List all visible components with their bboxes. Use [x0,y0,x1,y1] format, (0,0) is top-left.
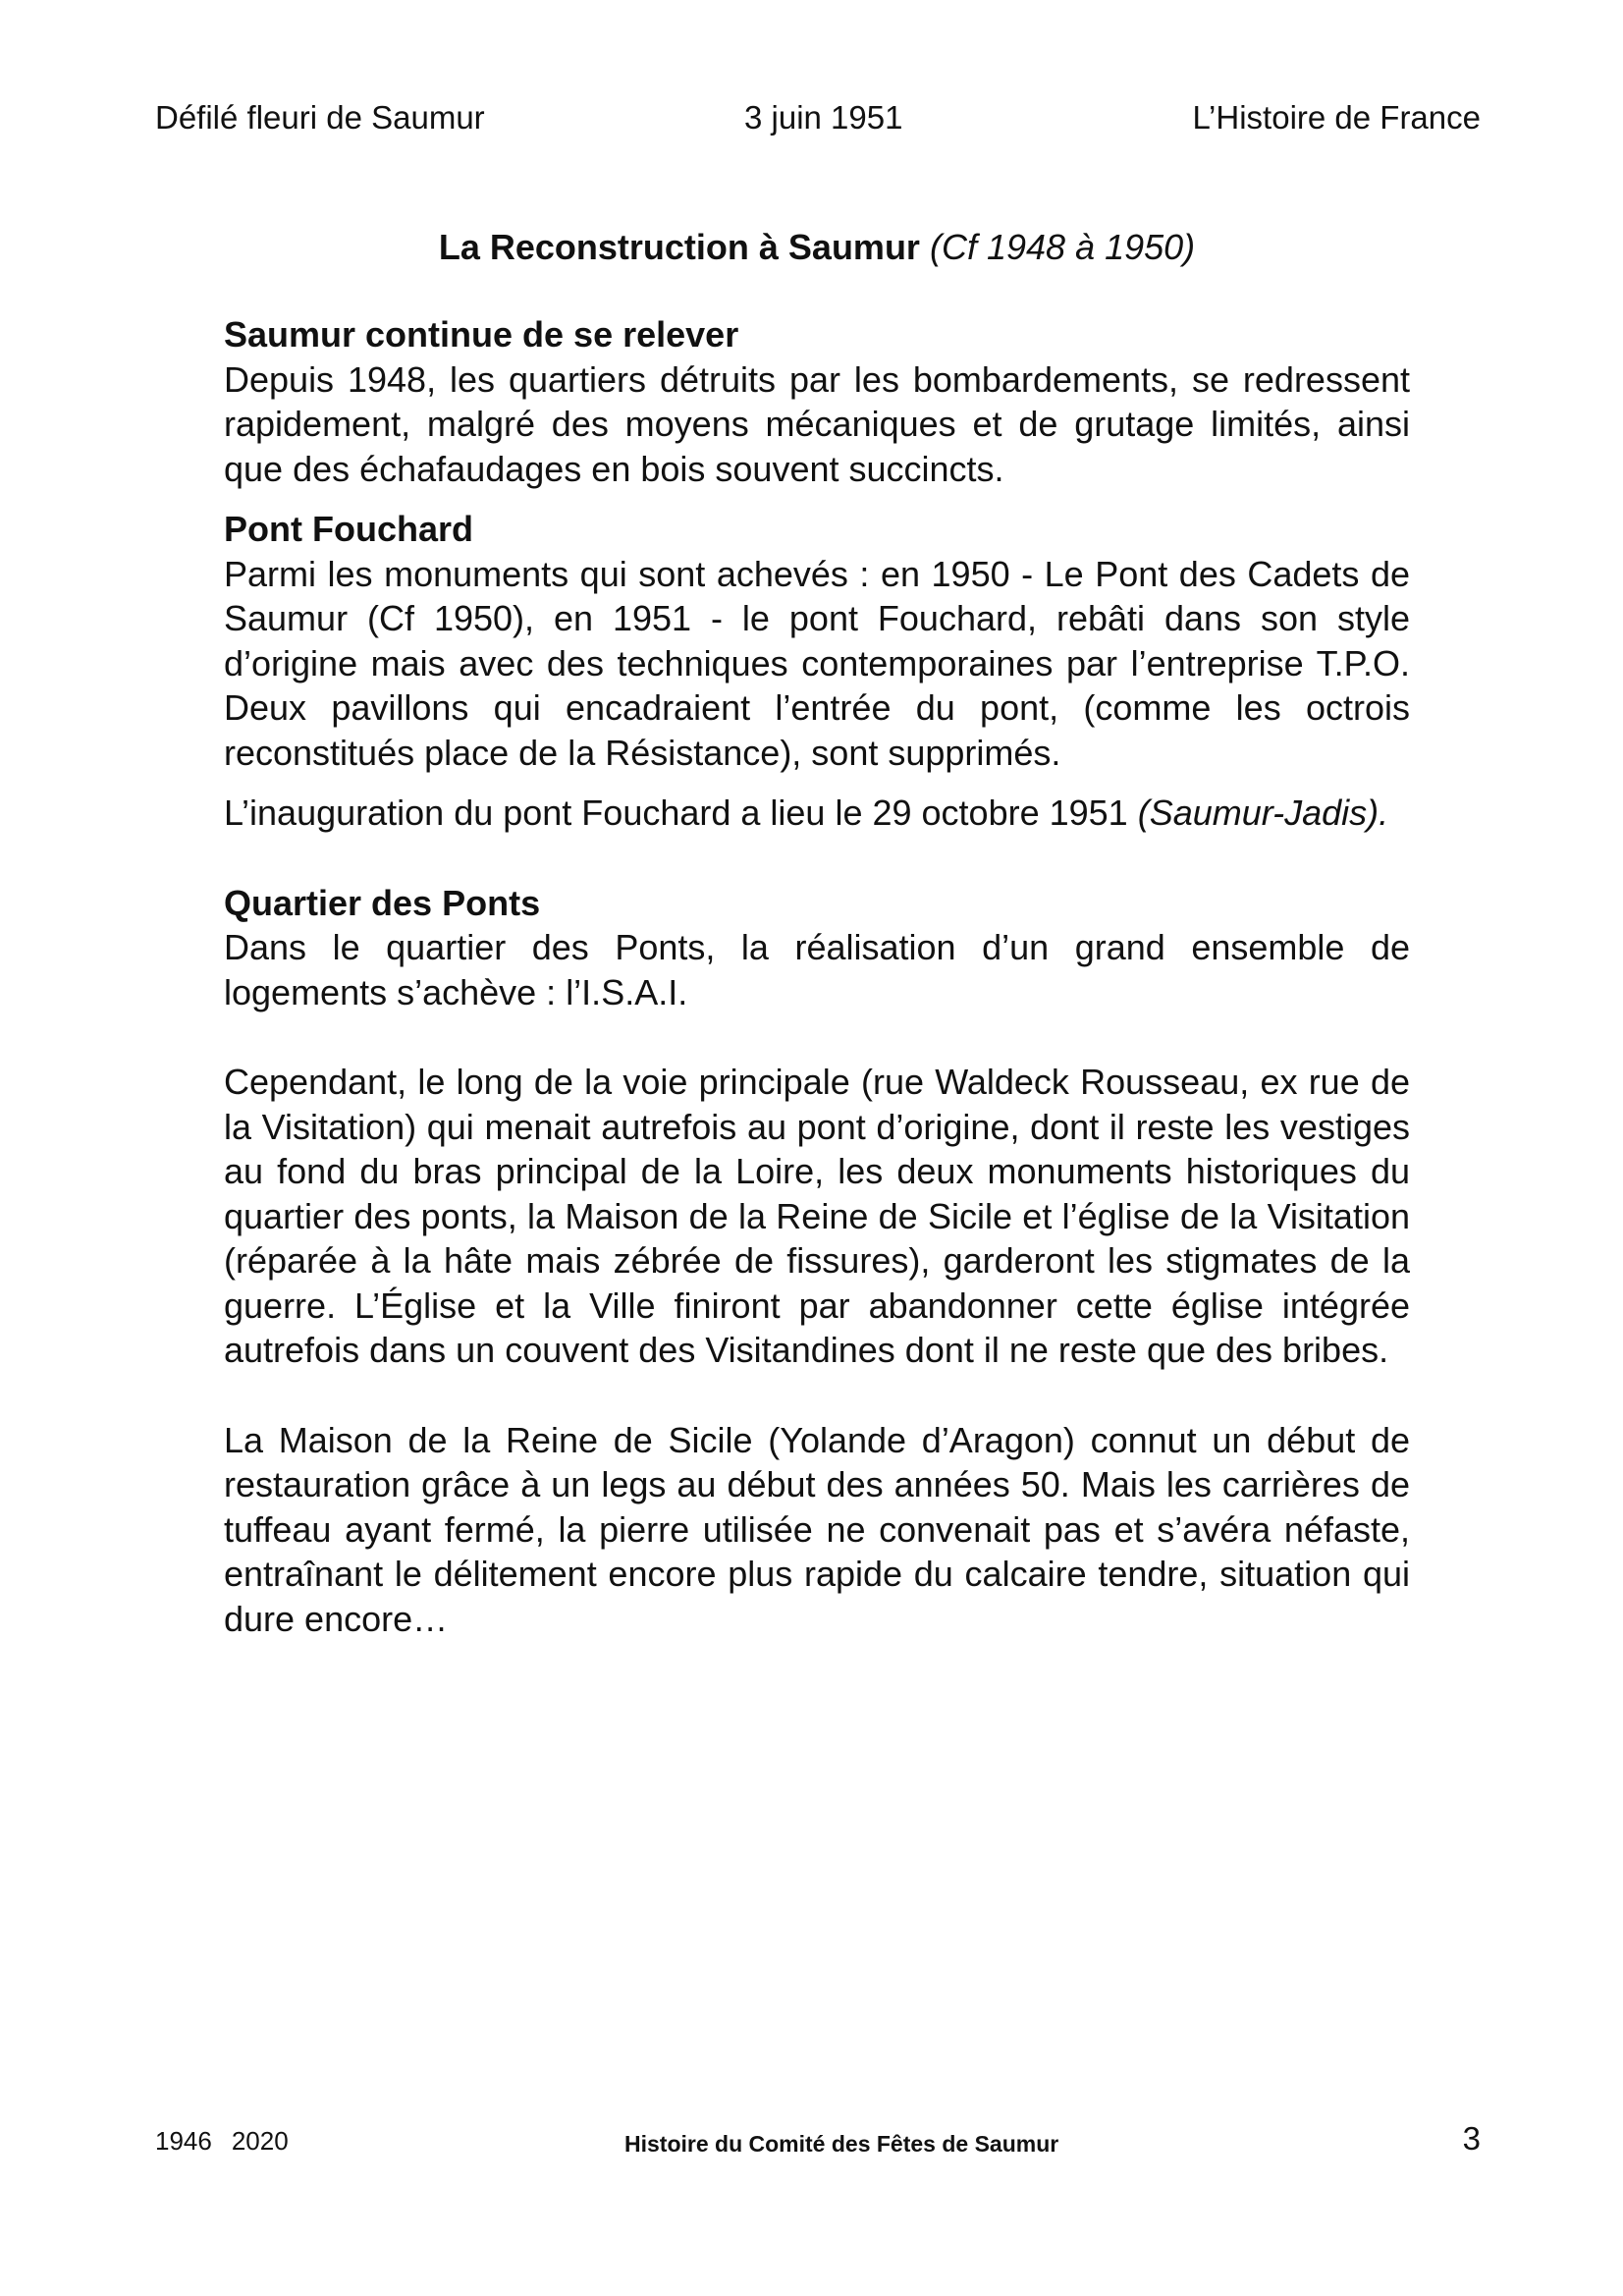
footer-year-end: 2020 [231,2126,289,2156]
running-header [155,96,1481,139]
page-title-main: La Reconstruction à Saumur [438,227,920,267]
header-date: 3 juin 1951 [744,99,903,136]
document-body [224,312,1410,1641]
inauguration-text: L’inauguration du pont Fouchard a lieu le 29 octobre 1951 [224,793,1138,833]
running-footer [155,2119,1481,2159]
footer-book-title: Histoire du Comité des Fêtes de Saumur [624,2131,1059,2157]
section-heading-quartier-des-ponts: Quartier des Ponts [224,882,541,923]
paragraph-inauguration [224,791,1410,836]
paragraph-isai: Dans le quartier des Ponts, la réalisation d’un grand ensemble de logements s’achève : l’I.S.A.I. [224,927,1410,1012]
paragraph-relever: Depuis 1948, les quartiers détruits par les bombardements, se redressent rapidement, malgré des moyens mécaniques et de grutage limités, ainsi que des échafaudages en bois souvent succincts. [224,358,1410,489]
paragraph-reine-de-sicile: La Maison de la Reine de Sicile (Yolande d’Aragon) connut un début de restauration grâce à un legs au début des années 50. Mais les carrières de tuffeau ayant fermé, la pierre utilisée ne convenait pas et s’avéra néfaste, entraînant le délitement encore plus rapide du calcaire tendre, situation qui dure encore… [224,1419,1410,1639]
spacer [224,491,1410,507]
paragraph-visitation: Cependant, le long de la voie principale (rue Waldeck Rousseau, ex rue de la Visitation) qui menait autrefois au pont d’origine, dont il reste les vestiges au fond du bras principal de la Loire, les deux monuments historiques du quartier des ponts, la Maison de la Reine de Sicile et l’église de la Visitation (réparée à la hâte mais zébrée de fissures), garderont les stigmates de la guerre. L’Église et la Ville finiront par abandonner cette église intégrée autrefois dans un couvent des Visitandines dont il ne reste que des bribes. [224,1062,1410,1370]
section-heading-relever: Saumur continue de se relever [224,314,739,355]
header-event-title: Défilé fleuri de Saumur [155,99,485,136]
spacer [224,775,1410,791]
inauguration-source: (Saumur-Jadis). [1137,793,1389,833]
footer-year-start: 1946 [155,2126,212,2156]
spacer [224,1373,1410,1418]
page-title [224,224,1410,271]
header-collection-title: L’Histoire de France [1192,99,1481,136]
paragraph-pont-fouchard: Parmi les monuments qui sont achevés : en 1950 - Le Pont des Cadets de Saumur (Cf 1950), en 1951 - le pont Fouchard, rebâti dans son style d’origine mais avec des techniques contemporaines par l’entreprise T.P.O. Deux pavillons qui encadraient l’entrée du pont, (comme les octrois reconstitués place de la Résistance), sont supprimés. [224,553,1410,773]
page-number: 3 [1462,2120,1481,2157]
section-heading-pont-fouchard: Pont Fouchard [224,509,473,549]
footer-years [155,2125,289,2157]
spacer [224,836,1410,881]
spacer [224,1014,1410,1060]
page-title-reference: (Cf 1948 à 1950) [929,227,1196,267]
